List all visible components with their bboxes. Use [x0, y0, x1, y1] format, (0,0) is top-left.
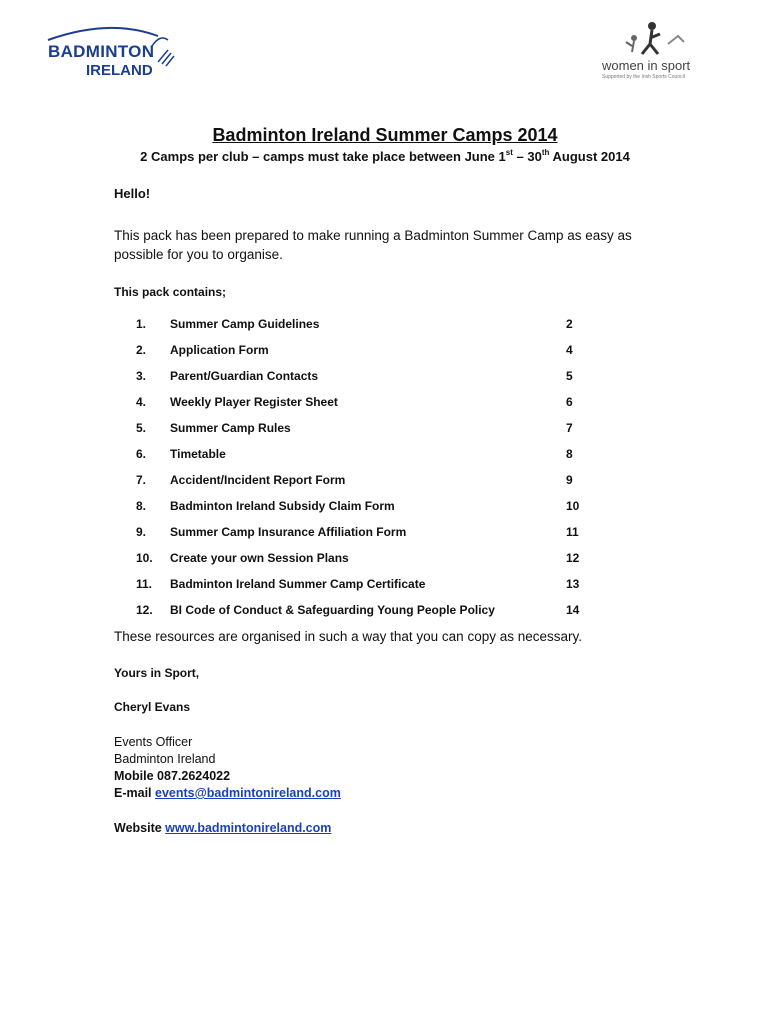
athletes-silhouette-icon	[612, 18, 712, 58]
contents-item-label: Weekly Player Register Sheet	[170, 395, 338, 409]
contents-item-label: Create your own Session Plans	[170, 551, 349, 565]
subtitle-part1: 2 Camps per club – camps must take place between June 1	[140, 149, 506, 164]
contents-item-page: 12	[566, 551, 580, 565]
contents-item	[114, 548, 594, 574]
contents-item	[114, 600, 594, 626]
badminton-ireland-logo	[40, 22, 180, 82]
contents-item-number: 12.	[136, 603, 153, 617]
contents-item-number: 5.	[136, 421, 147, 435]
contents-item	[114, 392, 594, 418]
contents-item-label: Badminton Ireland Summer Camp Certificate	[170, 577, 426, 591]
logo-text-women-in-sport: women in sport	[602, 58, 691, 73]
contents-item-page: 10	[566, 499, 580, 513]
contents-item-number: 10.	[136, 551, 153, 565]
contents-item-page: 8	[566, 447, 573, 461]
contents-item-number: 4.	[136, 395, 147, 409]
contents-item-number: 9.	[136, 525, 147, 539]
logo-word-ireland: IRELAND	[86, 62, 153, 79]
mobile-number: Mobile 087.2624022	[114, 769, 231, 783]
contents-item-page: 9	[566, 473, 573, 487]
website-link[interactable]: www.badmintonireland.com	[165, 821, 332, 835]
contents-item-number: 2.	[136, 343, 147, 357]
subtitle-sup2: th	[541, 148, 550, 157]
contents-list	[114, 314, 594, 626]
contents-item	[114, 522, 594, 548]
contents-item	[114, 366, 594, 392]
resources-note: These resources are organised in such a way that you can copy as necessary.	[114, 629, 582, 644]
contents-item-page: 2	[566, 317, 573, 331]
contents-item-page: 6	[566, 395, 573, 409]
contents-item	[114, 470, 594, 496]
contents-item-label: Accident/Incident Report Form	[170, 473, 346, 487]
contents-item-page: 11	[566, 525, 579, 539]
website-label: Website	[114, 821, 166, 835]
subtitle-part3: August 2014	[549, 149, 630, 164]
contents-item	[114, 340, 594, 366]
contents-item-page: 14	[566, 603, 580, 617]
subtitle-part2: – 30	[512, 149, 542, 164]
contents-item	[114, 574, 594, 600]
website-line	[114, 821, 331, 835]
email-label: E-mail	[114, 786, 155, 800]
contents-item-number: 3.	[136, 369, 147, 383]
women-in-sport-logo	[592, 18, 712, 98]
contents-item-label: Summer Camp Rules	[170, 421, 291, 435]
contents-item-label: Summer Camp Insurance Affiliation Form	[170, 525, 407, 539]
sign-off: Yours in Sport,	[114, 666, 200, 680]
organisation: Badminton Ireland	[114, 752, 216, 766]
contents-item	[114, 496, 594, 522]
contents-item-label: BI Code of Conduct & Safeguarding Young People Policy	[170, 603, 495, 617]
contents-item-number: 8.	[136, 499, 147, 513]
page-title: Badminton Ireland Summer Camps 2014	[212, 125, 558, 145]
contents-item	[114, 418, 594, 444]
contact-block	[114, 734, 341, 802]
contents-item-number: 11.	[136, 577, 153, 591]
contents-item-number: 1.	[136, 317, 147, 331]
subtitle-sup1: st	[505, 148, 513, 157]
intro-paragraph: This pack has been prepared to make running a Badminton Summer Camp as easy as possible for you to organise.	[114, 228, 632, 262]
contents-item-page: 7	[566, 421, 573, 435]
contents-item-label: Timetable	[170, 447, 226, 461]
contents-item-page: 5	[566, 369, 573, 383]
page-subtitle	[0, 149, 770, 164]
email-link[interactable]: events@badmintonireland.com	[155, 786, 341, 800]
contents-item-label: Summer Camp Guidelines	[170, 317, 320, 331]
email-line	[114, 785, 341, 802]
contents-item-label: Application Form	[170, 343, 269, 357]
logo-word-badminton: BADMINTON	[48, 42, 155, 61]
contents-item-page: 4	[566, 343, 573, 357]
signatory-name: Cheryl Evans	[114, 700, 191, 714]
contents-item-number: 7.	[136, 473, 147, 487]
contents-heading: This pack contains;	[114, 285, 227, 299]
contents-item	[114, 314, 594, 340]
greeting: Hello!	[114, 186, 151, 201]
contents-item-label: Badminton Ireland Subsidy Claim Form	[170, 499, 395, 513]
contents-item	[114, 444, 594, 470]
contents-item-label: Parent/Guardian Contacts	[170, 369, 319, 383]
logo-tagline: Supported by the Irish Sports Council	[602, 74, 685, 80]
contents-item-page: 13	[566, 577, 580, 591]
role: Events Officer	[114, 735, 193, 749]
contents-item-number: 6.	[136, 447, 147, 461]
